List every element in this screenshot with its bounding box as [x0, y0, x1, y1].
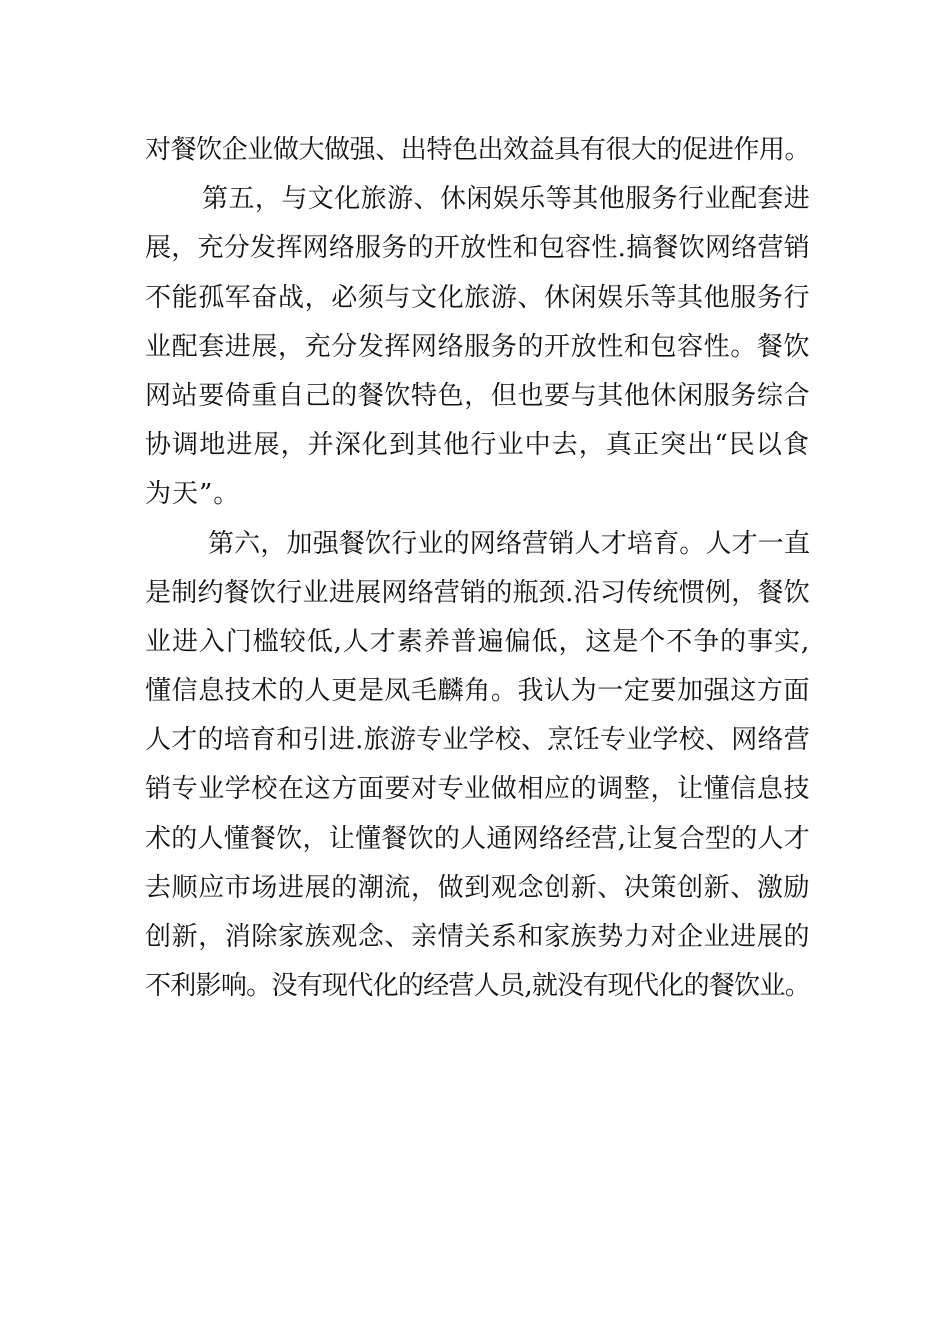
- paragraph-line: 展，充分发挥网络服务的开放性和包容性.搞餐饮网络营销: [145, 233, 810, 264]
- paragraph-line: 业进入门槛较低,人才素养普遍偏低，这是个不争的事实,: [145, 626, 810, 657]
- paragraph-line: 不能孤军奋战，必须与文化旅游、休闲娱乐等其他服务行: [145, 282, 810, 313]
- paragraph-line: 对餐饮企业做大做强、出特色出效益具有很大的促进作用。: [145, 135, 810, 165]
- paragraph-line: 网站要倚重自己的餐饮特色，但也要与其他休闲服务综合: [145, 380, 810, 411]
- paragraph-line: 为天”。: [145, 479, 241, 510]
- paragraph-line: 第五，与文化旅游、休闲娱乐等其他服务行业配套进: [202, 184, 810, 215]
- paragraph-line: 创新，消除家族观念、亲情关系和家族势力对企业进展的: [145, 922, 810, 952]
- paragraph-line: 协调地进展，并深化到其他行业中去，真正突出“民以食: [145, 430, 810, 461]
- paragraph-line: 人才的培育和引进.旅游专业学校、烹饪专业学校、网络营: [145, 725, 810, 756]
- paragraph-line: 业配套进展，充分发挥网络服务的开放性和包容性。餐饮: [145, 331, 810, 362]
- paragraph-line: 销专业学校在这方面要对专业做相应的调整，让懂信息技: [145, 774, 810, 805]
- paragraph-line: 不利影响。没有现代化的经营人员,就没有现代化的餐饮业。: [145, 971, 810, 1002]
- paragraph-line: 第六，加强餐饮行业的网络营销人才培育。人才一直: [208, 528, 810, 559]
- paragraph-line: 术的人懂餐饮，让懂餐饮的人通网络经营,让复合型的人才: [145, 823, 810, 854]
- body-text: [145, 126, 810, 1011]
- paragraph-line: 懂信息技术的人更是凤毛麟角。我认为一定要加强这方面: [145, 676, 810, 707]
- paragraph-line: 是制约餐饮行业进展网络营销的瓶颈.沿习传统惯例，餐饮: [145, 577, 810, 608]
- paragraph-line: 去顺应市场进展的潮流，做到观念创新、决策创新、激励: [145, 872, 810, 903]
